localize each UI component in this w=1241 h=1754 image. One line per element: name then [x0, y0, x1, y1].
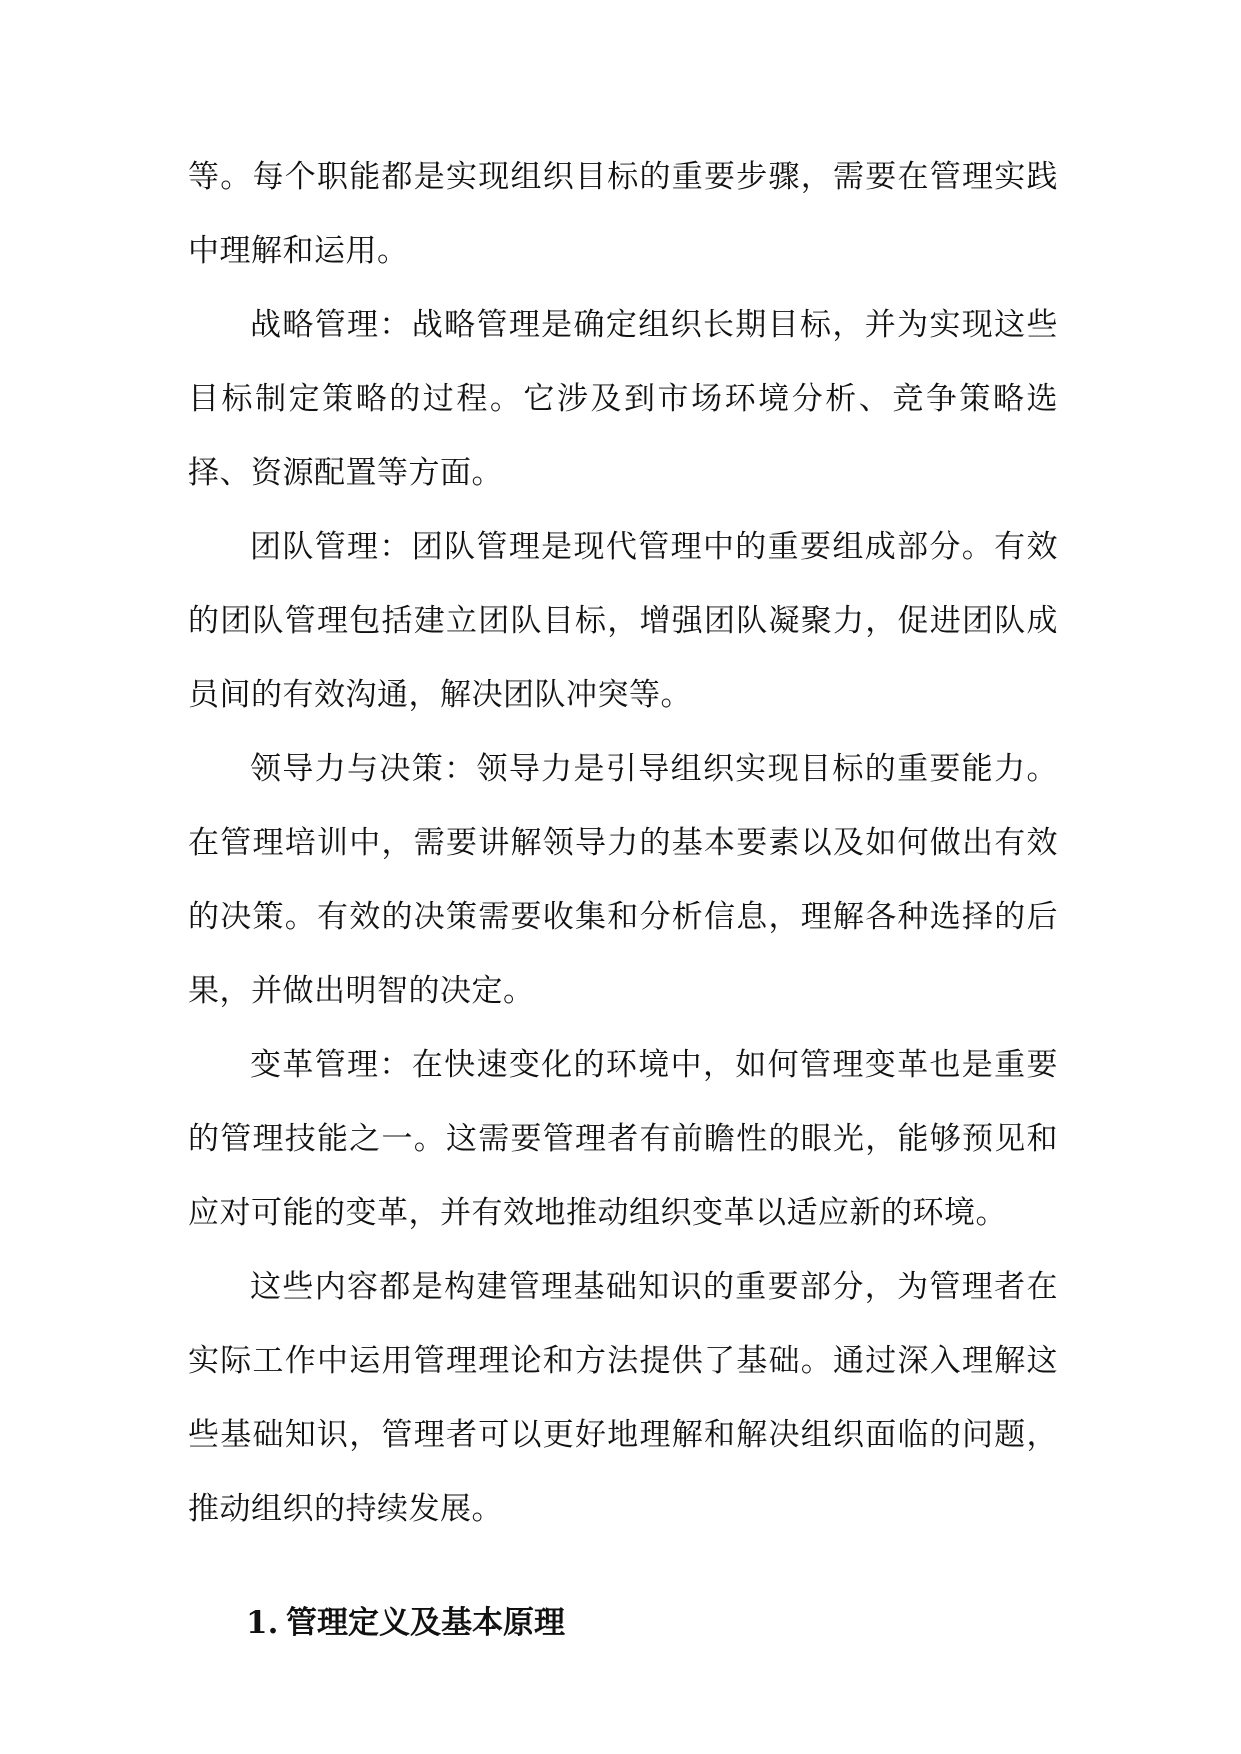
paragraph-change-management: 变革管理：在快速变化的环境中，如何管理变革也是重要的管理技能之一。这需要管理者有前瞻性的眼光，能够预见和应对可能的变革，并有效地推动组织变革以适应新的环境。	[188, 1047, 1058, 1231]
section-heading	[188, 1586, 1058, 1660]
text-column	[188, 140, 1058, 1660]
paragraph-continuation: 等。每个职能都是实现组织目标的重要步骤，需要在管理实践中理解和运用。	[188, 159, 1058, 269]
section-number: 1.	[246, 1605, 279, 1641]
paragraph-summary: 这些内容都是构建管理基础知识的重要部分，为管理者在实际工作中运用管理理论和方法提供了基础。通过深入理解这些基础知识，管理者可以更好地理解和解决组织面临的问题，推动组织的持续发展。	[188, 1269, 1058, 1527]
paragraph-leadership-decision: 领导力与决策：领导力是引导组织实现目标的重要能力。在管理培训中，需要讲解领导力的基本要素以及如何做出有效的决策。有效的决策需要收集和分析信息，理解各种选择的后果，并做出明智的决定。	[188, 751, 1058, 1009]
paragraph-team-management: 团队管理：团队管理是现代管理中的重要组成部分。有效的团队管理包括建立团队目标，增强团队凝聚力，促进团队成员间的有效沟通，解决团队冲突等。	[188, 529, 1058, 713]
section-title: 管理定义及基本原理	[286, 1605, 565, 1641]
paragraph-strategy-management: 战略管理：战略管理是确定组织长期目标，并为实现这些目标制定策略的过程。它涉及到市场环境分析、竞争策略选择、资源配置等方面。	[188, 307, 1058, 491]
